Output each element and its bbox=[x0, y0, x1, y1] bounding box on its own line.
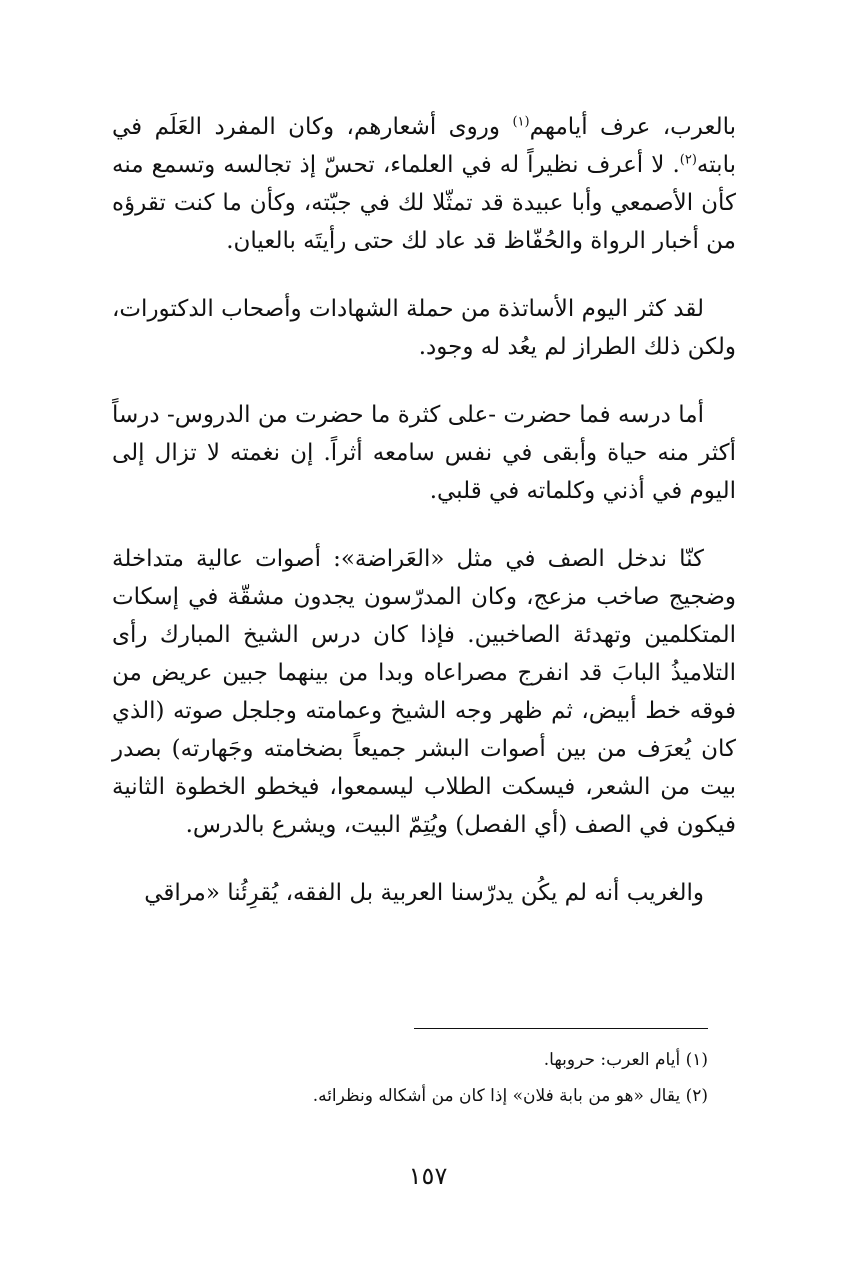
paragraph-1-text-a: بالعرب، عرف أيامهم bbox=[529, 114, 737, 140]
footnote-2: (٢) يقال «هو من بابة فلان» إذا كان من أشكاله ونظرائه. bbox=[312, 1086, 708, 1106]
paragraph-3: أما درسه فما حضرت -على كثرة ما حضرت من الدروس- درساً أكثر منه حياة وأبقى في نفس سامعه أثراً. إن نغمته لا تزال إلى اليوم في أذني وكلماته في قلبي. bbox=[112, 402, 736, 504]
footnotes bbox=[112, 1042, 708, 1114]
paragraph-1 bbox=[112, 108, 736, 260]
footnote-ref-2: (٢) bbox=[679, 152, 697, 168]
paragraph-1-text-c: . لا أعرف نظيراً له في العلماء، تحسّ إذ تجالسه وتسمع منه كأن الأصمعي وأبا عبيدة قد تمثّلا لك في جبّته، وكأن ما كنت تقرؤه من أخبار الرواة والحُفّاظ قد عاد لك حتى رأيتَه بالعيان. bbox=[112, 152, 736, 254]
paragraph-2: لقد كثر اليوم الأساتذة من حملة الشهادات وأصحاب الدكتورات، ولكن ذلك الطراز لم يعُد له وجود. bbox=[111, 296, 736, 360]
footnote-separator bbox=[414, 1028, 708, 1029]
paragraph-5: والغريب أنه لم يكُن يدرّسنا العربية بل الفقه، يُقرِئُنا «مراقي bbox=[144, 880, 704, 906]
page-number: ١٥٧ bbox=[408, 1162, 448, 1190]
footnote-ref-1: (١) bbox=[512, 114, 530, 130]
main-text bbox=[112, 108, 736, 912]
footnote-1: (١) أيام العرب: حروبها. bbox=[543, 1050, 708, 1070]
paragraph-4: كنّا ندخل الصف في مثل «العَراضة»: أصوات عالية متداخلة وضجيج صاخب مزعج، وكان المدرّسون يجدون مشقّة في إسكات المتكلمين وتهدئة الصاخبين. فإذا كان درس الشيخ المبارك رأى التلاميذُ البابَ قد انفرج مصراعاه وبدا من بينهما جبين عريض من فوقه خط أبيض، ثم ظهر وجه الشيخ وعمامته وجلجل صوته (الذي كان يُعرَف من بين أصوات البشر جميعاً بضخامته وجَهارته) بصدر بيت من الشعر، فيسكت الطلاب ليسمعوا، فيخطو الخطوة الثانية فيكون في الصف (أي الفصل) ويُتِمّ البيت، ويشرع بالدرس. bbox=[112, 546, 736, 838]
paragraph-1-text-b: وروى أشعارهم، وكان المفرد العَلَم في بابته bbox=[112, 114, 736, 178]
